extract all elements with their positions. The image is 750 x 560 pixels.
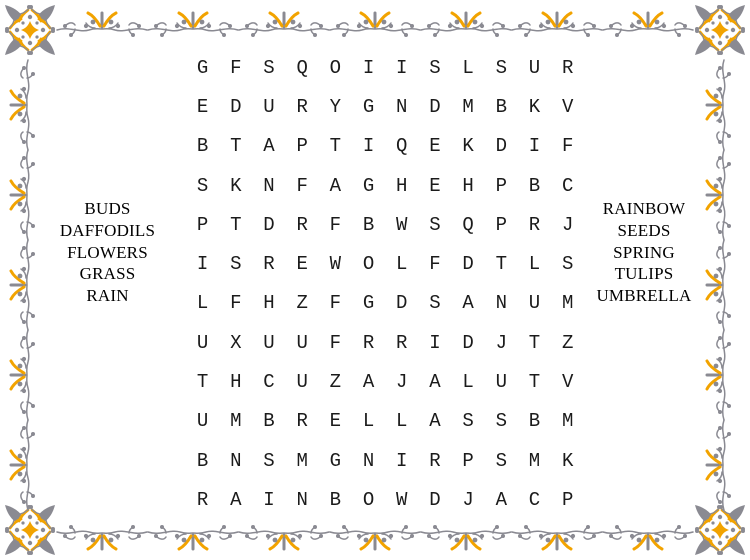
vine-segment-top	[421, 13, 511, 37]
word-list-item: BUDS	[84, 199, 131, 218]
grid-letter[interactable]: I	[429, 331, 441, 354]
grid-letter[interactable]: Y	[329, 95, 342, 118]
grid-letter[interactable]: D	[495, 135, 507, 158]
grid-letter[interactable]: G	[362, 292, 375, 315]
vine-segment-left	[11, 420, 35, 510]
grid-letter[interactable]: P	[462, 449, 474, 472]
grid-letter[interactable]: G	[362, 95, 375, 118]
grid-letter[interactable]: Q	[462, 213, 474, 236]
grid-letter[interactable]: Z	[296, 292, 308, 315]
grid-letter[interactable]: L	[462, 56, 474, 79]
grid-letter[interactable]: C	[528, 488, 541, 511]
grid-letter[interactable]: U	[263, 95, 275, 118]
grid-letter[interactable]: J	[495, 331, 507, 354]
vine-segment-bottom	[421, 525, 511, 549]
vine-segment-top	[239, 13, 329, 37]
word-list-item: DAFFODILS	[59, 220, 156, 240]
grid-letter[interactable]: J	[396, 371, 408, 394]
grid-letter[interactable]: I	[196, 253, 209, 276]
grid-letter[interactable]: S	[561, 253, 574, 276]
grid-letter[interactable]: J	[561, 213, 574, 236]
grid-letter[interactable]: B	[263, 410, 275, 433]
grid-letter[interactable]: K	[528, 95, 541, 118]
grid-letter[interactable]: H	[462, 174, 474, 197]
grid-letter[interactable]: I	[528, 135, 541, 158]
grid-letter[interactable]: L	[362, 410, 375, 433]
grid-letter[interactable]: Q	[296, 56, 308, 79]
grid-letter[interactable]: P	[495, 174, 507, 197]
vine-segment-left	[11, 150, 35, 240]
grid-letter[interactable]: N	[263, 174, 275, 197]
grid-letter[interactable]: N	[362, 449, 375, 472]
vine-segment-top	[57, 13, 147, 37]
grid-letter[interactable]: F	[230, 292, 242, 315]
word-list-left	[40, 198, 175, 307]
grid-letter[interactable]: A	[362, 371, 375, 394]
vine-segment-bottom	[239, 525, 329, 549]
grid-letter[interactable]: S	[495, 449, 507, 472]
grid-letter[interactable]: W	[396, 488, 408, 511]
word-list-item: UMBRELLA	[596, 286, 692, 306]
grid-letter[interactable]: S	[462, 410, 474, 433]
grid-letter[interactable]: K	[462, 135, 474, 158]
grid-letter[interactable]: Z	[561, 331, 574, 354]
vine-segment-left	[11, 240, 35, 330]
grid-letter[interactable]: L	[462, 371, 474, 394]
grid-letter[interactable]: E	[296, 253, 308, 276]
grid-letter[interactable]: E	[429, 174, 441, 197]
grid-letter[interactable]: A	[495, 488, 507, 511]
grid-letter[interactable]: R	[296, 410, 308, 433]
grid-letter[interactable]: M	[561, 410, 574, 433]
grid-letter[interactable]: M	[462, 95, 474, 118]
letter-grid	[186, 48, 584, 520]
grid-letter[interactable]: A	[429, 371, 441, 394]
grid-letter[interactable]: E	[429, 135, 441, 158]
vine-segment-top	[512, 13, 602, 37]
grid-letter[interactable]: S	[263, 56, 275, 79]
floral-corner-ornament	[695, 505, 745, 555]
grid-letter[interactable]: K	[561, 449, 574, 472]
grid-letter[interactable]: D	[396, 292, 408, 315]
grid-letter[interactable]: R	[362, 331, 375, 354]
grid-letter[interactable]: O	[329, 56, 342, 79]
grid-letter[interactable]: J	[462, 488, 474, 511]
grid-letter[interactable]: M	[528, 449, 541, 472]
grid-letter[interactable]: F	[230, 56, 242, 79]
grid-letter[interactable]: D	[230, 95, 242, 118]
vine-segment-bottom	[603, 525, 693, 549]
grid-letter[interactable]: P	[495, 213, 507, 236]
grid-letter[interactable]: U	[296, 371, 308, 394]
grid-letter[interactable]: T	[230, 213, 242, 236]
grid-letter[interactable]: C	[263, 371, 275, 394]
grid-letter[interactable]: E	[196, 95, 209, 118]
vine-segment-right	[707, 330, 731, 420]
grid-letter[interactable]: D	[263, 213, 275, 236]
grid-letter[interactable]: R	[296, 95, 308, 118]
grid-letter[interactable]: F	[429, 253, 441, 276]
grid-letter[interactable]: Z	[329, 371, 342, 394]
vine-segment-left	[11, 60, 35, 150]
vine-segment-right	[707, 420, 731, 510]
grid-letter[interactable]: D	[429, 95, 441, 118]
grid-letter[interactable]: X	[230, 331, 242, 354]
grid-letter[interactable]: T	[329, 135, 342, 158]
grid-letter[interactable]: U	[196, 410, 209, 433]
grid-letter[interactable]: F	[296, 174, 308, 197]
grid-letter[interactable]: U	[196, 331, 209, 354]
grid-letter[interactable]: C	[561, 174, 574, 197]
grid-letter[interactable]: N	[230, 449, 242, 472]
grid-letter[interactable]: M	[296, 449, 308, 472]
grid-letter[interactable]: R	[561, 56, 574, 79]
grid-letter[interactable]: N	[296, 488, 308, 511]
word-list-right	[577, 198, 711, 307]
grid-letter[interactable]: L	[196, 292, 209, 315]
grid-letter[interactable]: T	[528, 331, 541, 354]
grid-letter[interactable]: U	[263, 331, 275, 354]
grid-letter[interactable]: N	[495, 292, 507, 315]
grid-letter[interactable]: S	[429, 213, 441, 236]
grid-letter[interactable]: R	[528, 213, 541, 236]
vine-segment-bottom	[330, 525, 420, 549]
grid-letter[interactable]: F	[329, 331, 342, 354]
grid-letter[interactable]: E	[329, 410, 342, 433]
grid-letter[interactable]: I	[396, 449, 408, 472]
grid-letter[interactable]: R	[396, 331, 408, 354]
grid-letter[interactable]: A	[230, 488, 242, 511]
floral-corner-ornament	[695, 5, 745, 55]
grid-letter[interactable]: U	[495, 371, 507, 394]
vine-segment-bottom	[57, 525, 147, 549]
vine-segment-top	[603, 13, 693, 37]
grid-letter[interactable]: N	[396, 95, 408, 118]
grid-letter[interactable]: V	[561, 371, 574, 394]
grid-letter[interactable]: R	[296, 213, 308, 236]
grid-letter[interactable]: S	[263, 449, 275, 472]
grid-letter[interactable]: U	[296, 331, 308, 354]
grid-letter[interactable]: S	[429, 292, 441, 315]
grid-letter[interactable]: H	[230, 371, 242, 394]
grid-letter[interactable]: F	[329, 213, 342, 236]
grid-letter[interactable]: W	[396, 213, 408, 236]
grid-letter[interactable]: S	[429, 56, 441, 79]
grid-letter[interactable]: D	[429, 488, 441, 511]
grid-letter[interactable]: D	[462, 253, 474, 276]
grid-letter[interactable]: A	[329, 174, 342, 197]
grid-letter[interactable]: F	[329, 292, 342, 315]
word-list-item: TULIPS	[614, 264, 674, 284]
grid-letter[interactable]: B	[528, 410, 541, 433]
word-list-item: FLOWERS	[67, 242, 148, 262]
floral-corner-ornament	[5, 505, 55, 555]
grid-letter[interactable]: G	[329, 449, 342, 472]
grid-letter[interactable]: W	[329, 253, 342, 276]
grid-letter[interactable]: B	[196, 135, 209, 158]
grid-letter[interactable]: H	[263, 292, 275, 315]
grid-letter[interactable]: B	[329, 488, 342, 511]
grid-letter[interactable]: G	[196, 56, 209, 79]
vine-segment-left	[11, 330, 35, 420]
grid-letter[interactable]: I	[263, 488, 275, 511]
grid-letter[interactable]: O	[362, 488, 375, 511]
vine-segment-right	[707, 60, 731, 150]
grid-letter[interactable]: L	[396, 253, 408, 276]
grid-letter[interactable]: A	[429, 410, 441, 433]
grid-letter[interactable]: T	[495, 253, 507, 276]
word-list-item: SPRING	[613, 242, 675, 262]
grid-letter[interactable]: S	[196, 174, 209, 197]
grid-letter[interactable]: A	[462, 292, 474, 315]
vine-segment-top	[148, 13, 238, 37]
grid-letter[interactable]: R	[429, 449, 441, 472]
grid-letter[interactable]: R	[196, 488, 209, 511]
grid-letter[interactable]: K	[230, 174, 242, 197]
grid-letter[interactable]: B	[495, 95, 507, 118]
grid-letter[interactable]: I	[362, 56, 375, 79]
grid-letter[interactable]: U	[528, 56, 541, 79]
word-list-item: SEEDS	[617, 220, 671, 240]
grid-letter[interactable]: A	[263, 135, 275, 158]
grid-letter[interactable]: R	[263, 253, 275, 276]
floral-corner-ornament	[5, 5, 55, 55]
grid-letter[interactable]: T	[230, 135, 242, 158]
grid-letter[interactable]: G	[362, 174, 375, 197]
grid-letter[interactable]: M	[561, 292, 574, 315]
grid-letter[interactable]: H	[396, 174, 408, 197]
vine-segment-bottom	[148, 525, 238, 549]
grid-letter[interactable]: V	[561, 95, 574, 118]
grid-letter[interactable]: B	[528, 174, 541, 197]
grid-letter[interactable]: B	[362, 213, 375, 236]
grid-letter[interactable]: I	[362, 135, 375, 158]
grid-letter[interactable]: T	[196, 371, 209, 394]
grid-letter[interactable]: L	[528, 253, 541, 276]
grid-letter[interactable]: I	[396, 56, 408, 79]
grid-letter[interactable]: O	[362, 253, 375, 276]
grid-letter[interactable]: S	[495, 410, 507, 433]
grid-letter[interactable]: P	[561, 488, 574, 511]
grid-letter[interactable]: B	[196, 449, 209, 472]
vine-segment-top	[330, 13, 420, 37]
grid-letter[interactable]: D	[462, 331, 474, 354]
grid-letter[interactable]: P	[296, 135, 308, 158]
grid-letter[interactable]: U	[528, 292, 541, 315]
word-list-item: RAIN	[86, 286, 129, 306]
grid-letter[interactable]: Q	[396, 135, 408, 158]
grid-letter[interactable]: M	[230, 410, 242, 433]
word-list-item: RAINBOW	[602, 199, 686, 218]
grid-letter[interactable]: S	[230, 253, 242, 276]
grid-letter[interactable]: P	[196, 213, 209, 236]
grid-letter[interactable]: F	[561, 135, 574, 158]
grid-letter[interactable]: T	[528, 371, 541, 394]
word-list-item: GRASS	[79, 264, 136, 284]
grid-letter[interactable]: S	[495, 56, 507, 79]
grid-letter[interactable]: L	[396, 410, 408, 433]
vine-segment-bottom	[512, 525, 602, 549]
